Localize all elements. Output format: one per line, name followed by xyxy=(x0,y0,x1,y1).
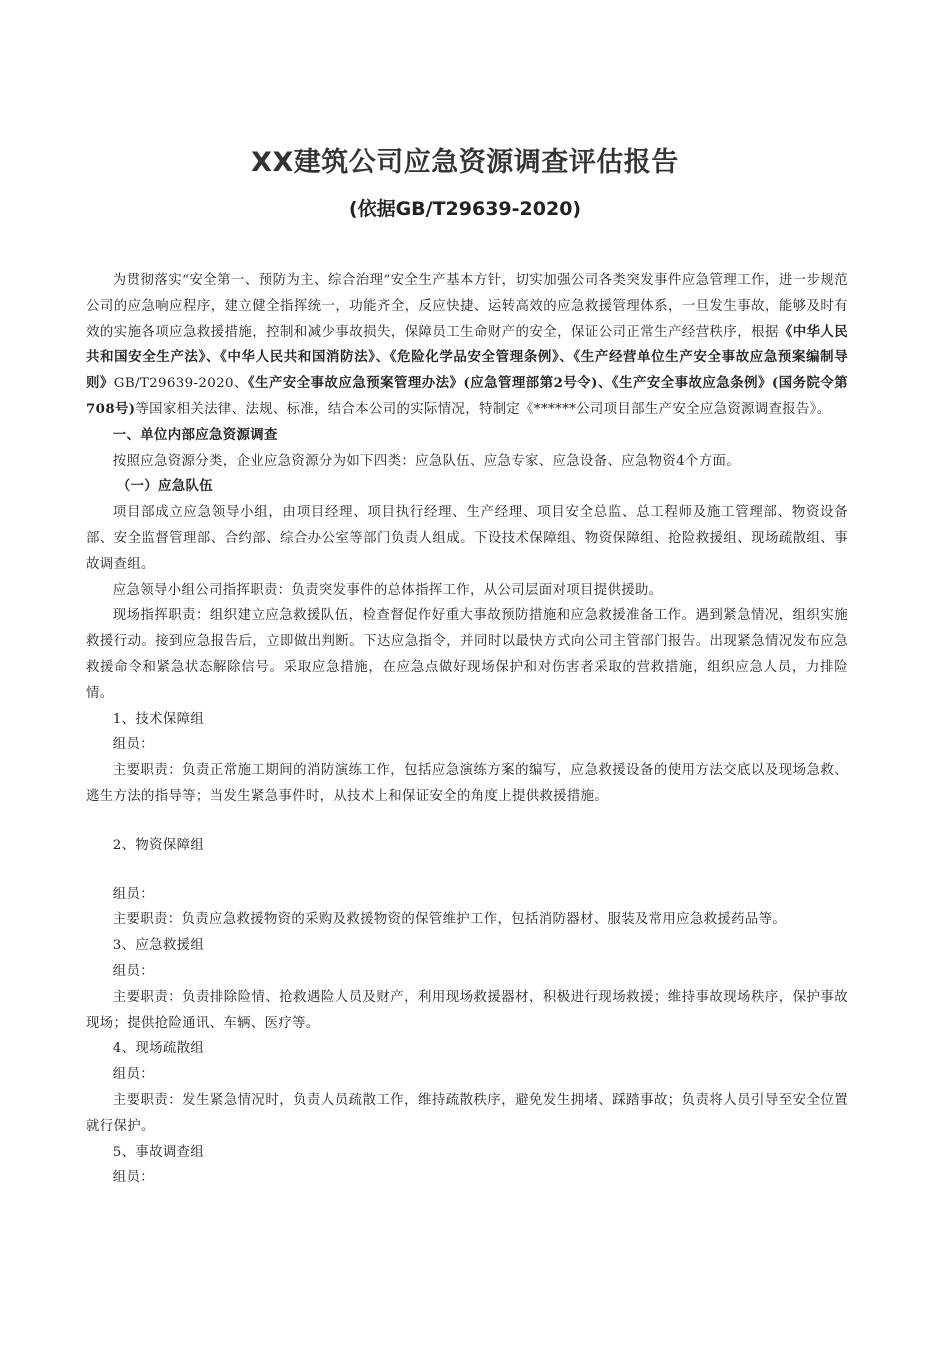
group-name: 1、技术保障组 xyxy=(112,711,205,727)
subsection-heading: （一）应急队伍 xyxy=(116,479,213,495)
group-name: 3、应急救援组 xyxy=(112,938,205,954)
group-duty: 主要职责：发生紧急情况时，负责人员疏散工作，维持疏散秩序，避免发生拥堵、踩踏事故；负责将人员引导至安全位置就行保护。 xyxy=(86,1092,848,1134)
group-members: 组员： xyxy=(112,1170,155,1186)
section-paragraph: 按照应急资源分类，企业应急资源分为如下四类：应急队伍、应急专家、应急设备、应急物资4个方面。 xyxy=(112,453,740,469)
document-body xyxy=(86,268,848,1191)
section-heading: 一、单位内部应急资源调查 xyxy=(112,427,278,443)
document-subtitle: (依据GB/T29639-2020) xyxy=(348,198,582,220)
team-composition-paragraph: 项目部成立应急领导小组，由项目经理、项目执行经理、生产经理、项目安全总监、总工程师及施工管理部、物资设备部、安全监督管理部、合约部、综合办公室等部门负责人组成。下设技术保障组、物资保障组、抢险救援组、现场疏散组、事故调查组。 xyxy=(86,505,848,572)
group-duty: 主要职责：负责排除险情、抢救遇险人员及财产，利用现场救援器材，积极进行现场救援；维持事故现场秩序，保护事故现场；提供抢险通讯、车辆、医疗等。 xyxy=(86,989,848,1031)
intro-text-2: GB/T29639-2020、 xyxy=(113,376,248,392)
group-duty: 主要职责：负责应急救援物资的采购及救援物资的保管维护工作，包括消防器材、服装及常用应急救援药品等。 xyxy=(112,912,787,928)
group-members: 组员： xyxy=(112,886,155,902)
intro-laws-2: 《生产安全事故应急预案管理办法》(应急管理部第2号令)、《生产安全事故应急条例》(国务院令第708号) xyxy=(86,375,848,417)
intro-text-3: 等国家相关法律、法规、标准，结合本公司的实际情况，特制定《******公司项目部生产安全应急资源调查报告》。 xyxy=(135,401,831,417)
intro-paragraph xyxy=(86,268,848,423)
leadership-duty-paragraph: 应急领导小组公司指挥职责：负责突发事件的总体指挥工作，从公司层面对项目提供援助。 xyxy=(112,582,663,598)
group-members: 组员： xyxy=(112,963,155,979)
spacer xyxy=(86,859,848,882)
document-title: XX建筑公司应急资源调查评估报告 xyxy=(251,147,679,178)
intro-laws-1: 《中华人民共和国安全生产法》、《中华人民共和国消防法》、《危险化学品安全管理条例》、《生产经营单位生产安全事故应急预案编制导则》 xyxy=(86,323,849,392)
onsite-command-paragraph: 现场指挥职责：组织建立应急救援队伍，检查督促作好重大事故预防措施和应急救援准备工作。遇到紧急情况，组织实施救援行动。接到应急报告后，立即做出判断。下达应急指令，并同时以最快方式向公司主管部门报告。出现紧急情况发布应急救援命令和紧急状态解除信号。采取应急措施，在应急点做好现场保护和对伤害者采取的营救措施，组织应急人员，力排险情。 xyxy=(86,608,848,701)
intro-text-1: 为贯彻落实“安全第一、预防为主、综合治理”安全生产基本方针，切实加强公司各类突发事件应急管理工作，进一步规范公司的应急响应程序，建立健全指挥统一，功能齐全，反应快捷、运转高效的应急救援管理体系，一旦发生事故，能够及时有效的实施各项应急救援措施，控制和减少事故损失，保障员工生命财产的安全，保证公司正常生产经营秩序，根据 xyxy=(86,273,848,340)
group-members: 组员： xyxy=(112,737,155,753)
spacer xyxy=(86,810,848,833)
group-members: 组员： xyxy=(112,1067,155,1083)
group-duty: 主要职责：负责正常施工期间的消防演练工作，包括应急演练方案的编写，应急救援设备的使用方法交底以及现场急救、逃生方法的指导等；当发生紧急事件时，从技术上和保证安全的角度上提供救援措施。 xyxy=(86,763,848,804)
group-name: 2、物资保障组 xyxy=(112,837,205,853)
group-name: 4、现场疏散组 xyxy=(112,1041,205,1057)
group-name: 5、事故调查组 xyxy=(112,1144,205,1160)
